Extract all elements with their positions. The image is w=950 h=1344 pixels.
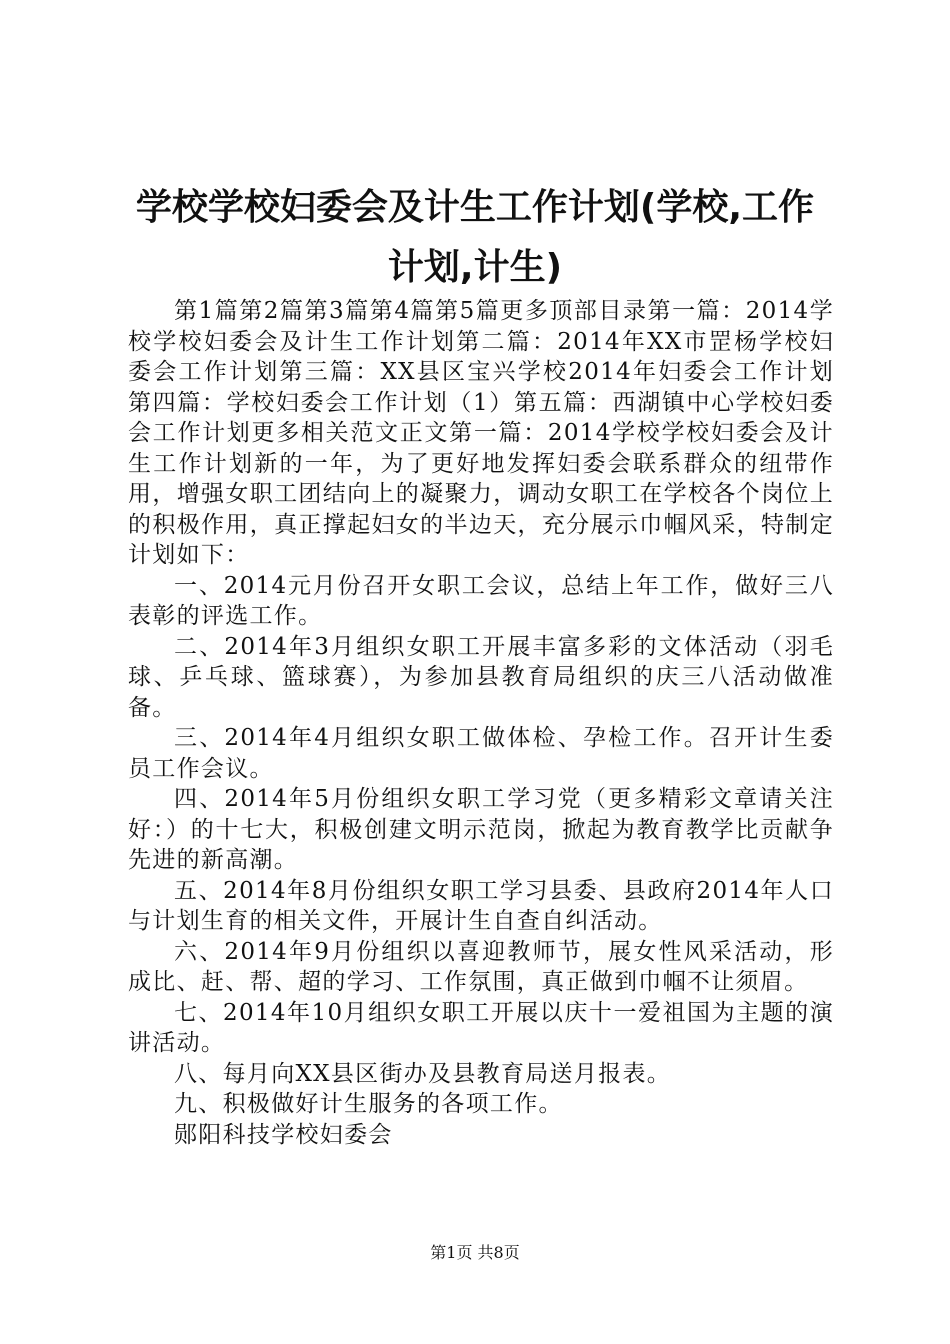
plan-item-5: 五、2014年8月份组织女职工学习县委、县政府2014年人口与计划生育的相关文件，开展计生自查自纠活动。 xyxy=(128,877,834,934)
page-number: 第1页 共8页 xyxy=(430,1243,520,1262)
plan-item-6: 六、2014年9月份组织以喜迎教师节，展女性风采活动，形成比、赶、帮、超的学习、工作氛围，真正做到巾帼不让须眉。 xyxy=(128,938,834,995)
plan-item-8: 八、每月向XX县区街办及县教育局送月报表。 xyxy=(174,1060,672,1087)
intro-paragraph: 第1篇第2篇第3篇第4篇第5篇更多顶部目录第一篇：2014学校学校妇委会及计生工作计划第二篇：2014年XX市罡杨学校妇委会工作计划第三篇：XX县区宝兴学校2014年妇委会工作计划第四篇：学校妇委会工作计划（1）第五篇：西湖镇中心学校妇委会工作计划更多相关范文正文第一篇：2014学校学校妇委会及计生工作计划新的一年，为了更好地发挥妇委会联系群众的纽带作用，增强女职工团结向上的凝聚力，调动女职工在学校各个岗位上的积极作用，真正撑起妇女的半边天，充分展示巾帼风采，特制定计划如下： xyxy=(128,298,834,568)
document-title: 学校学校妇委会及计生工作计划(学校,工作计划,计生) xyxy=(135,187,815,288)
plan-item-1: 一、2014元月份召开女职工会议，总结上年工作，做好三八表彰的评选工作。 xyxy=(128,572,834,629)
plan-item-9: 九、积极做好计生服务的各项工作。 xyxy=(174,1091,563,1117)
signature-line: 郧阳科技学校妇委会 xyxy=(174,1121,393,1148)
plan-item-2: 二、2014年3月组织女职工开展丰富多彩的文体活动（羽毛球、乒乓球、篮球赛），为参加县教育局组织的庆三八活动做准备。 xyxy=(128,633,834,721)
plan-item-4: 四、2014年5月份组织女职工学习党（更多精彩文章请关注好：）的十七大，积极创建文明示范岗，掀起为教育教学比贡献争先进的新高潮。 xyxy=(128,786,834,873)
plan-item-7: 七、2014年10月组织女职工开展以庆十一爱祖国为主题的演讲活动。 xyxy=(128,999,834,1056)
document-body xyxy=(128,296,834,1150)
plan-item-3: 三、2014年4月组织女职工做体检、孕检工作。召开计生委员工作会议。 xyxy=(128,725,834,782)
